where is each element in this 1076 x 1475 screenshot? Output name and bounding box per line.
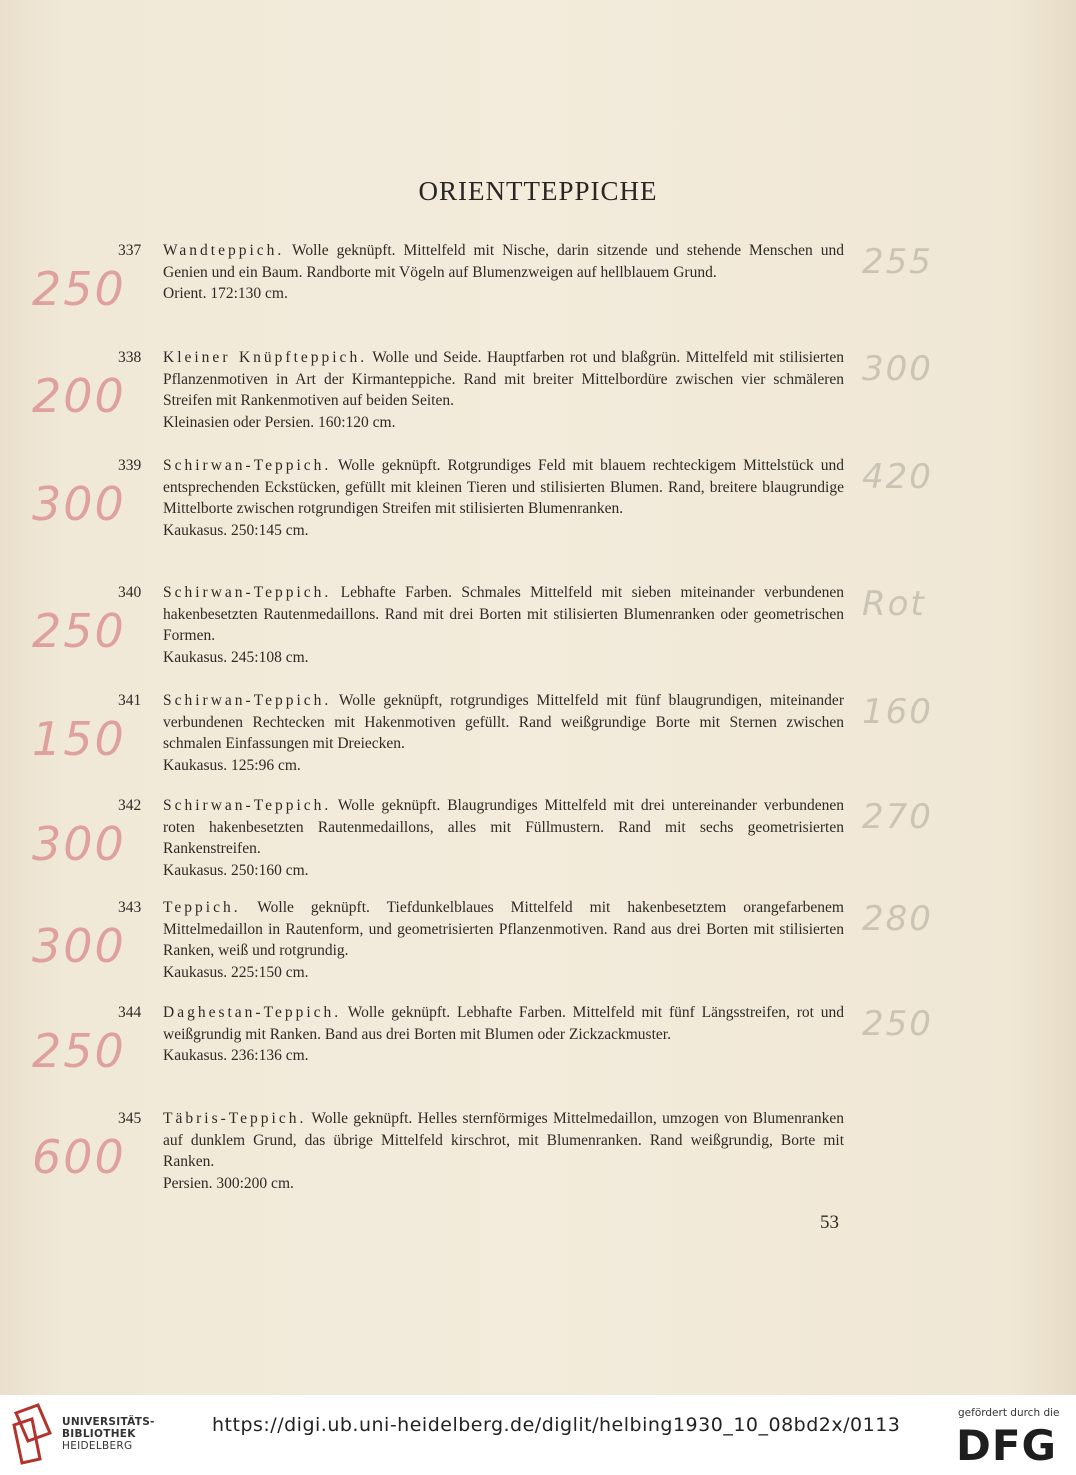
item-origin-size: Kaukasus. 245:108 cm. [163, 648, 309, 666]
funding-caption: gefördert durch die [958, 1407, 1060, 1419]
pencil-note: 250 [862, 1004, 933, 1044]
pencil-note: 255 [862, 242, 933, 282]
item-origin-size: Orient. 172:130 cm. [163, 285, 288, 302]
item-description: Wolle geknüpft, rotgrundiges Mittelfeld mit fünf blaugrundigen, miteinander verbundenen Rechtecken mit Hakenmotiven gefüllt. Rand weißgrundige Borte mit Sternen zwischen schmalen Einfassungen mit Dreiecken. [163, 692, 844, 752]
item-description: Wolle geknüpft. Mittelfeld mit Nische, darin sitzende und stehende Menschen und Genien und ein Baum. Randborte mit Vögeln auf Blumenzweigen auf hellblauem Grund. [163, 242, 844, 281]
item-name: Kleiner Knüpfteppich. [163, 349, 368, 366]
catalog-entry [118, 690, 844, 776]
item-name: Daghestan-Teppich. [163, 1004, 342, 1021]
item-description: Wolle geknüpft. Helles sternförmiges Mittelmedaillon, umzogen von Blumenranken auf dunklem Grund, das übrige Mittelfeld kirschrot, mit Blumenranken. Rand weißgrundig, Borte mit Ranken. [163, 1110, 844, 1170]
page-number: 53 [820, 1212, 839, 1233]
handwritten-estimate: 300 [32, 817, 126, 871]
lot-number: 342 [118, 797, 142, 814]
institution-line-1: UNIVERSITÄTS- [62, 1416, 155, 1428]
catalog-entry [118, 897, 844, 983]
library-logo-icon [10, 1403, 54, 1465]
item-name: Teppich. [163, 899, 241, 916]
lot-number: 341 [118, 692, 142, 709]
item-name: Schirwan-Teppich. [163, 584, 332, 601]
entry-body [163, 455, 844, 541]
item-name: Wandteppich. [163, 242, 285, 259]
item-name: Schirwan-Teppich. [163, 797, 332, 814]
item-origin-size: Persien. 300:200 cm. [163, 1174, 294, 1192]
footer-bar [0, 1395, 1076, 1475]
lot-number: 337 [118, 242, 142, 259]
item-origin-size: Kaukasus. 225:150 cm. [163, 963, 309, 981]
catalog-entry [118, 795, 844, 881]
entry-body [163, 582, 844, 668]
catalog-entry [118, 240, 844, 305]
item-name: Schirwan-Teppich. [163, 457, 332, 474]
handwritten-estimate: 250 [32, 604, 126, 658]
item-description: Wolle geknüpft. Lebhafte Farben. Mittelfeld mit fünf Längsstreifen, rot und weißgrundig mit Ranken. Band aus drei Borten mit Blumen oder Zickzackmuster. [163, 1004, 844, 1043]
pencil-note: 160 [862, 692, 933, 732]
lot-number: 340 [118, 584, 142, 601]
catalog-entry [118, 1108, 844, 1194]
entry-body [163, 1108, 844, 1194]
pencil-note: 420 [862, 457, 933, 497]
catalog-entry [118, 582, 844, 668]
handwritten-estimate: 300 [32, 477, 126, 531]
catalog-entry [118, 1002, 844, 1067]
item-description: Wolle geknüpft. Blaugrundiges Mittelfeld mit drei untereinander verbundenen roten hakenbesetzten Rautenmedaillons, alles mit Füllmustern. Rand mit sechs geometrisierten Rankenstreifen. [163, 797, 844, 857]
item-origin-size: Kaukasus. 125:96 cm. [163, 756, 301, 774]
item-name: Täbris-Teppich. [163, 1110, 307, 1127]
handwritten-estimate: 150 [32, 712, 126, 766]
handwritten-estimate: 300 [32, 919, 126, 973]
item-name: Schirwan-Teppich. [163, 692, 332, 709]
lot-number: 338 [118, 349, 142, 366]
item-description: Wolle geknüpft. Tiefdunkelblaues Mittelfeld mit hakenbesetztem orangefarbenem Mittelmedaillon in Rautenform, und geometrisierten Pflanzenmotiven. Rand aus drei Borten mit stilisierten Ranken, weiß und rotgrundig. [163, 899, 844, 959]
institution-line-2: BIBLIOTHEK [62, 1428, 136, 1440]
entry-body [163, 347, 844, 433]
pencil-note: Rot [862, 584, 926, 624]
entry-body [163, 690, 844, 776]
page-title: ORIENTTEPPICHE [418, 176, 658, 206]
entry-body [163, 1002, 844, 1067]
item-description: Wolle und Seide. Hauptfarben rot und blaßgrün. Mittelfeld mit stilisierten Pflanzenmotiven in Art der Kirmanteppiche. Rand mit breiter Mittelbordüre zwischen vier schmäleren Streifen mit Rankenmotiven auf beiden Seiten. [163, 349, 844, 409]
lot-number: 344 [118, 1004, 142, 1021]
pencil-note: 300 [862, 349, 933, 389]
item-origin-size: Kaukasus. 250:160 cm. [163, 861, 309, 879]
entry-body [163, 795, 844, 881]
item-origin-size: Kaukasus. 250:145 cm. [163, 521, 309, 539]
institution-name [62, 1416, 155, 1452]
lot-number: 343 [118, 899, 142, 916]
entry-body [163, 240, 844, 305]
lot-number: 345 [118, 1110, 142, 1127]
catalog-entry [118, 455, 844, 541]
dfg-logo: DFG [956, 1421, 1058, 1470]
handwritten-estimate: 200 [32, 369, 126, 423]
item-description: Lebhafte Farben. Schmales Mittelfeld mit sieben miteinander verbundenen hakenbesetzten Rautenmedaillons. Rand mit drei Borten mit stilisierten Blumenranken oder geometrischen Formen. [163, 584, 844, 644]
item-origin-size: Kaukasus. 236:136 cm. [163, 1047, 309, 1064]
lot-number: 339 [118, 457, 142, 474]
item-description: Wolle geknüpft. Rotgrundiges Feld mit blauem rechteckigem Mittelstück und entsprechenden Eckstücken, gefüllt mit kleinen Tieren und stilisierten Blumen. Rand, breitere blaugrundige Mittelborte zwischen rotgrundigen Streifen mit stilisierten Blumenranken. [163, 457, 844, 517]
pencil-note: 270 [862, 797, 933, 837]
institution-line-3: HEIDELBERG [62, 1440, 133, 1452]
pencil-note: 280 [862, 899, 933, 939]
item-origin-size: Kleinasien oder Persien. 160:120 cm. [163, 413, 396, 431]
source-url-link[interactable]: https://digi.ub.uni-heidelberg.de/diglit/helbing1930_10_08bd2x/0113 [212, 1414, 901, 1436]
handwritten-estimate: 600 [32, 1130, 126, 1184]
entry-body [163, 897, 844, 983]
handwritten-estimate: 250 [32, 262, 126, 316]
handwritten-estimate: 250 [32, 1024, 126, 1078]
catalog-entry [118, 347, 844, 433]
